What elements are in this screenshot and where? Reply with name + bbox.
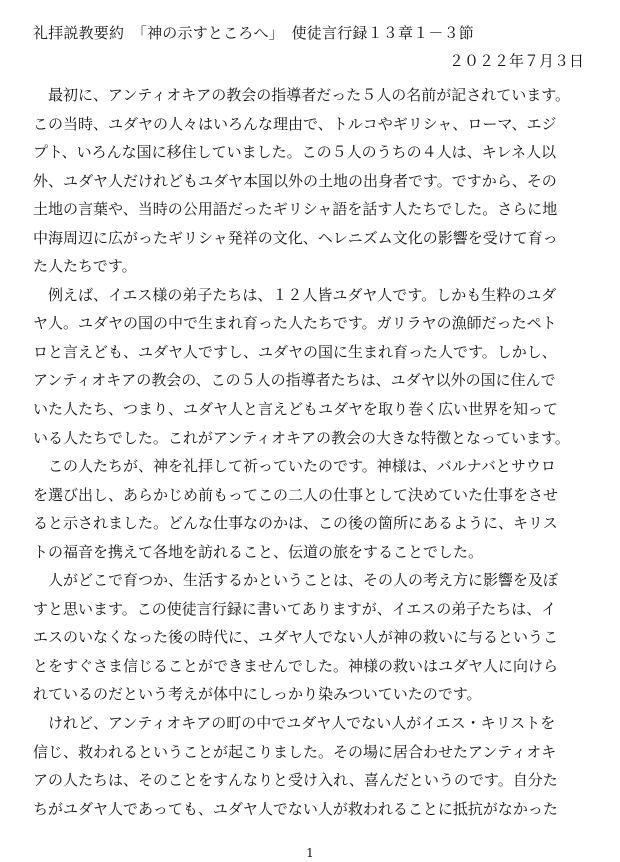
body-line: すと思います。この使徒言行録に書いてありますが、イエスの弟子たちは、イ bbox=[33, 599, 557, 618]
body-line: 信じ、救われるということが起こりました。その場に居合わせたアンティオキ bbox=[33, 742, 557, 761]
document-body bbox=[33, 81, 593, 823]
body-line: いる人たちでした。これがアンティオキアの教会の大きな特徴となっています。 bbox=[33, 428, 570, 447]
body-line: トの福音を携えて各地を訪れること、伝道の旅をすることでした。 bbox=[33, 542, 484, 561]
body-line: 例えば、イエス様の弟子たちは、１２人皆ユダヤ人です。しかも生粋のユダ bbox=[33, 285, 557, 304]
body-line: いた人たち、つまり、ユダヤ人と言えどもユダヤを取り巻く広い世界を知って bbox=[33, 400, 559, 419]
body-line: とをすぐさま信じることができませんでした。神様の救いはユダヤ人に向けら bbox=[33, 656, 559, 675]
body-line: 中海周辺に広がったギリシャ発祥の文化、ヘレニズム文化の影響を受けて育っ bbox=[33, 228, 558, 247]
body-line: ると示されました。どんな仕事なのかは、この後の箇所にあるように、キリス bbox=[33, 514, 558, 533]
body-line: 人がどこで育つか、生活するかということは、その人の考え方に影響を及ぼ bbox=[33, 571, 559, 590]
body-line: れているのだという考えが体中にしっかり染みついていたのです。 bbox=[33, 685, 482, 704]
body-line: た人たちです。 bbox=[33, 257, 137, 276]
body-line: けれど、アンティオキアの町の中でユダヤ人でない人がイエス・キリストを bbox=[33, 714, 556, 733]
body-line: 土地の言葉や、当時の公用語だったギリシャ語を話す人たちでした。さらに地 bbox=[33, 200, 558, 219]
body-line: プト、いろんな国に移住していました。この５人のうちの４人は、キレネ人以 bbox=[33, 143, 557, 162]
body-line: この人たちが、神を礼拝して祈っていたのです。神様は、バルナバとサウロ bbox=[33, 457, 556, 476]
body-line: 最初に、アンティオキアの教会の指導者だった５人の名前が記されています。 bbox=[33, 86, 571, 104]
document-date: ２０２２年７月３日 bbox=[448, 52, 584, 70]
body-line: この当時、ユダヤの人々はいろんな理由で、トルコやギリシャ、ローマ、エジ bbox=[33, 114, 557, 133]
body-line: を選び出し、あらかじめ前もってこの二人の仕事として決めていた仕事をさせ bbox=[33, 485, 559, 504]
page-number: 1 bbox=[306, 846, 314, 860]
body-line: ちがユダヤ人であっても、ユダヤ人でない人が救われることに抵抗がなかった bbox=[33, 799, 558, 818]
body-line: アの人たちは、そのことをすんなりと受け入れ、喜んだというのです。自分た bbox=[33, 771, 558, 790]
document-title: 礼拝説教要約 「神の示すところへ」 使徒言行録１３章１－３節 bbox=[33, 24, 475, 42]
body-line: アンティオキアの教会の、この５人の指導者たちは、ユダヤ以外の国に住んで bbox=[33, 371, 556, 390]
body-line: 外、ユダヤ人だけれどもユダヤ本国以外の土地の出身者です。ですから、その bbox=[33, 171, 557, 190]
body-line: ヤ人。ユダヤの国の中で生まれ育った人たちです。ガリラヤの漁師だったペト bbox=[33, 314, 557, 333]
body-line: エスのいなくなった後の時代に、ユダヤ人でない人が神の救いに与るというこ bbox=[33, 628, 559, 647]
body-line: ロと言えども、ユダヤ人ですし、ユダヤの国に生まれ育った人です。しかし、 bbox=[33, 342, 557, 361]
